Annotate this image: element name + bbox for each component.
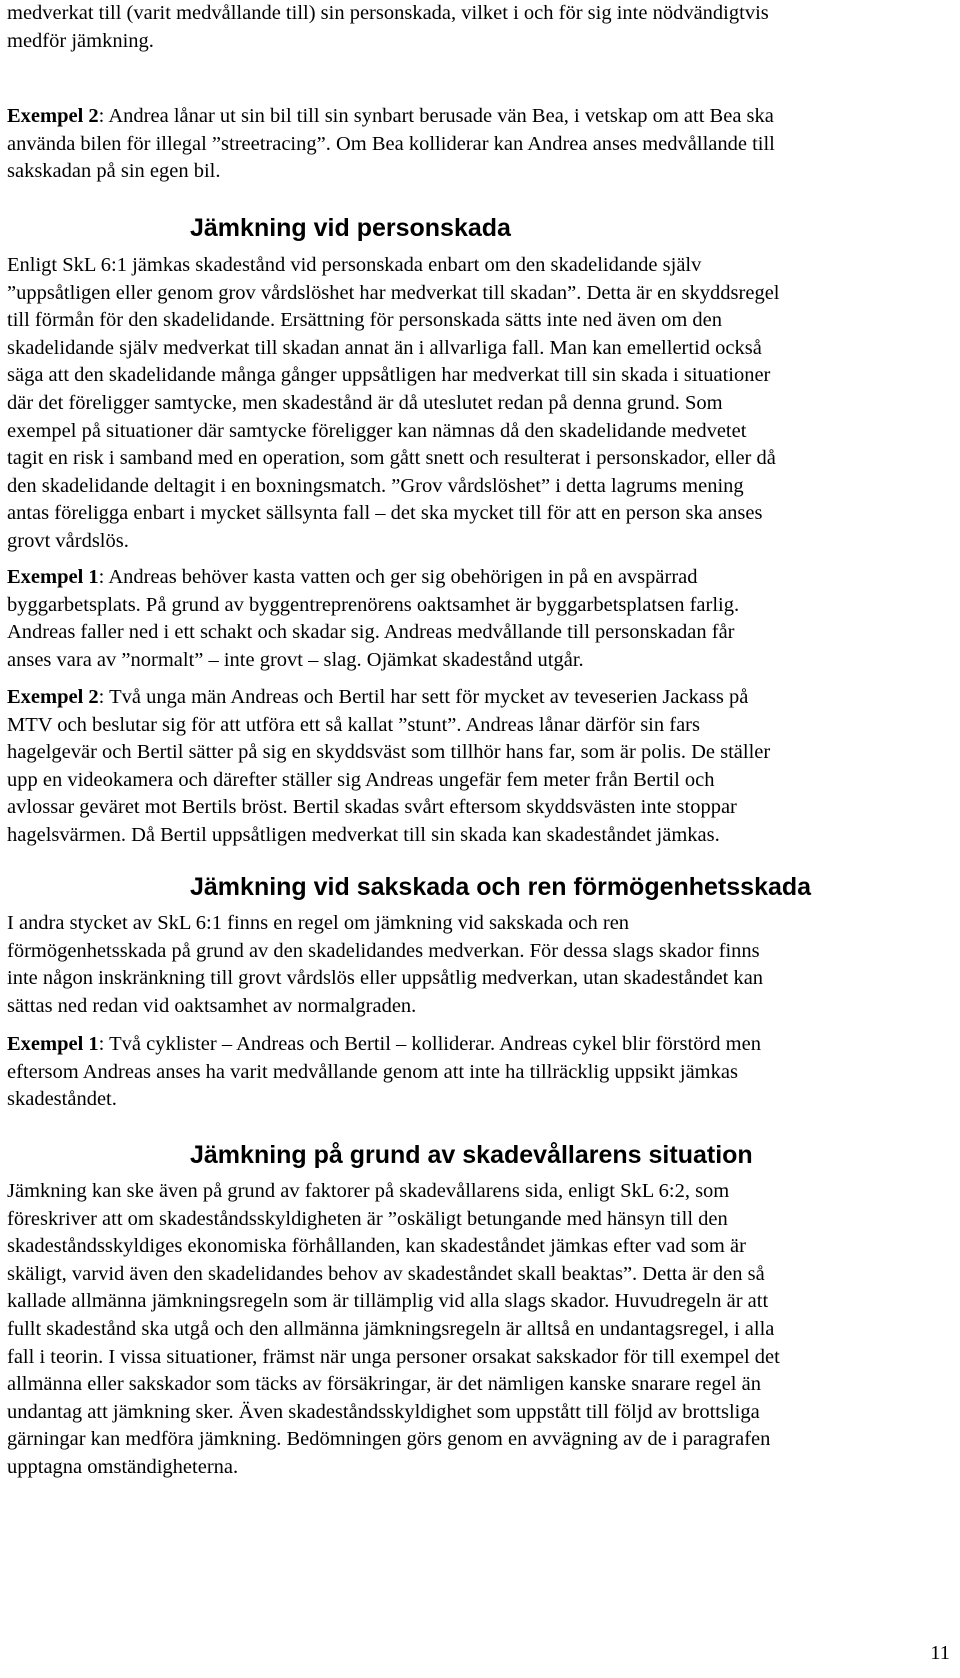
paragraph-example-2-car bbox=[7, 103, 952, 186]
paragraph-personskada: Enligt SkL 6:1 jämkas skadestånd vid personskada enbart om den skadelidande själv ”uppsåtligen eller genom grov vårdslöshet har medverkat till skadan”. Detta är en skyddsregel till förmån för den skadelidande. Ersättning för personskada sätts inte ned även om den skadelidande själv medverkat till skadan annat än i allvarliga fall. Man kan emellertid också säga att den skadelidande många gånger uppsåtligen har medverkat till sin skada i situationer där det föreligger samtycke, men skadestånd är då uteslutet redan på denna grund. Som exempel på situationer där samtycke föreligger kan nämnas då den skadelidande medvetet tagit en risk i samband med en operation, som gått snett och resulterat i personskador, eller då den skadelidande deltagit i en boxningsmatch. ”Grov vårdslöshet” i detta lagrums mening antas föreligga enbart i mycket sällsynta fall – det ska mycket till för att en person ska anses grovt vårdslös. bbox=[7, 254, 780, 552]
heading-personskada: Jämkning vid personskada bbox=[190, 214, 511, 242]
example-text: : Andrea lånar ut sin bil till sin synbart berusade vän Bea, i vetskap om att Bea ska använda bilen för illegal ”streetracing”. Om Bea kolliderar kan Andrea anses medvållande till sakskadan på sin egen bil. bbox=[7, 105, 775, 183]
paragraph-example-1-cyclists bbox=[7, 1031, 952, 1114]
heading-sakskada: Jämkning vid sakskada och ren förmögenhetsskada bbox=[190, 873, 812, 901]
example-label: Exempel 2 bbox=[7, 105, 99, 127]
paragraph-sakskada: I andra stycket av SkL 6:1 finns en regel om jämkning vid sakskada och ren förmögenhetsskada på grund av den skadelidandes medverkan. För dessa slags skador finns inte någon inskränkning till grovt vårdslös eller uppsåtlig medverkan, utan skadeståndet kan sättas ned redan vid oaktsamhet av normalgraden. bbox=[7, 912, 764, 1017]
paragraph-skadevallare: Jämkning kan ske även på grund av faktorer på skadevållarens sida, enligt SkL 6:2, som föreskriver att om skadeståndsskyldigheten är ”oskäligt betungande med hänsyn till den skadeståndsskyldiges ekonomiska förhållanden, kan skadeståndet jämkas efter vad som är skäligt, varvid även den skadelidandes behov av skadeståndet skall beaktas”. Detta är den så kallade allmänna jämkningsregeln som är tillämplig vid alla slags skador. Huvudregeln är att fullt skadestånd ska utgå och den allmänna jämkningsregeln är alltså en undantagsregel, i alla fall i teorin. I vissa situationer, främst när unga personer orsakat sakskador för till exempel det allmänna eller sakskador som täcks av försäkringar, är det nämligen kanske snarare regel än undantag att jämkning sker. Även skadeståndsskyldighet som uppstått till följd av brottsliga gärningar kan medföra jämkning. Bedömningen görs genom en avvägning av de i paragrafen upptagna omständigheterna. bbox=[7, 1180, 780, 1478]
example-text: : Andreas behöver kasta vatten och ger sig obehörigen in på en avspärrad byggarbetsplats. På grund av byggentreprenörens oaktsamhet är byggarbetsplatsen farlig. Andreas faller ned i ett schakt och skadar sig. Andreas medvållande till personskadan får anses vara av ”normalt” – inte grovt – slag. Ojämkat skadestånd utgår. bbox=[7, 566, 740, 671]
paragraph-intro-continuation: medverkat till (varit medvållande till) sin personskada, vilket i och för sig inte nödvändigtvis medför jämkning. bbox=[7, 2, 769, 52]
paragraph-example-1-construction bbox=[7, 564, 952, 674]
example-label: Exempel 2 bbox=[7, 686, 99, 708]
example-text: : Två cyklister – Andreas och Bertil – kolliderar. Andreas cykel blir förstörd men eftersom Andreas anses ha varit medvållande genom att inte ha tillräcklig uppsikt jämkas skadeståndet. bbox=[7, 1033, 761, 1111]
page-number: 11 bbox=[930, 1642, 950, 1664]
example-text: : Två unga män Andreas och Bertil har sett för mycket av teveserien Jackass på MTV och beslutar sig för att utföra ett så kallat ”stunt”. Andreas lånar därför sin fars hagelgevär och Bertil sätter på sig en skyddsväst som tillhör hans far, som är polis. De ställer upp en videokamera och därefter ställer sig Andreas ungefär fem meter från Bertil och avlossar geväret mot Bertils bröst. Bertil skadas svårt eftersom skyddsvästen inte stoppar hagelsvärmen. Då Bertil uppsåtligen medverkat till sin skada kan skadeståndet jämkas. bbox=[7, 686, 771, 846]
paragraph-example-2-jackass bbox=[7, 684, 952, 850]
example-label: Exempel 1 bbox=[7, 566, 99, 588]
example-label: Exempel 1 bbox=[7, 1033, 99, 1055]
heading-skadevallare: Jämkning på grund av skadevållarens situation bbox=[190, 1141, 753, 1169]
